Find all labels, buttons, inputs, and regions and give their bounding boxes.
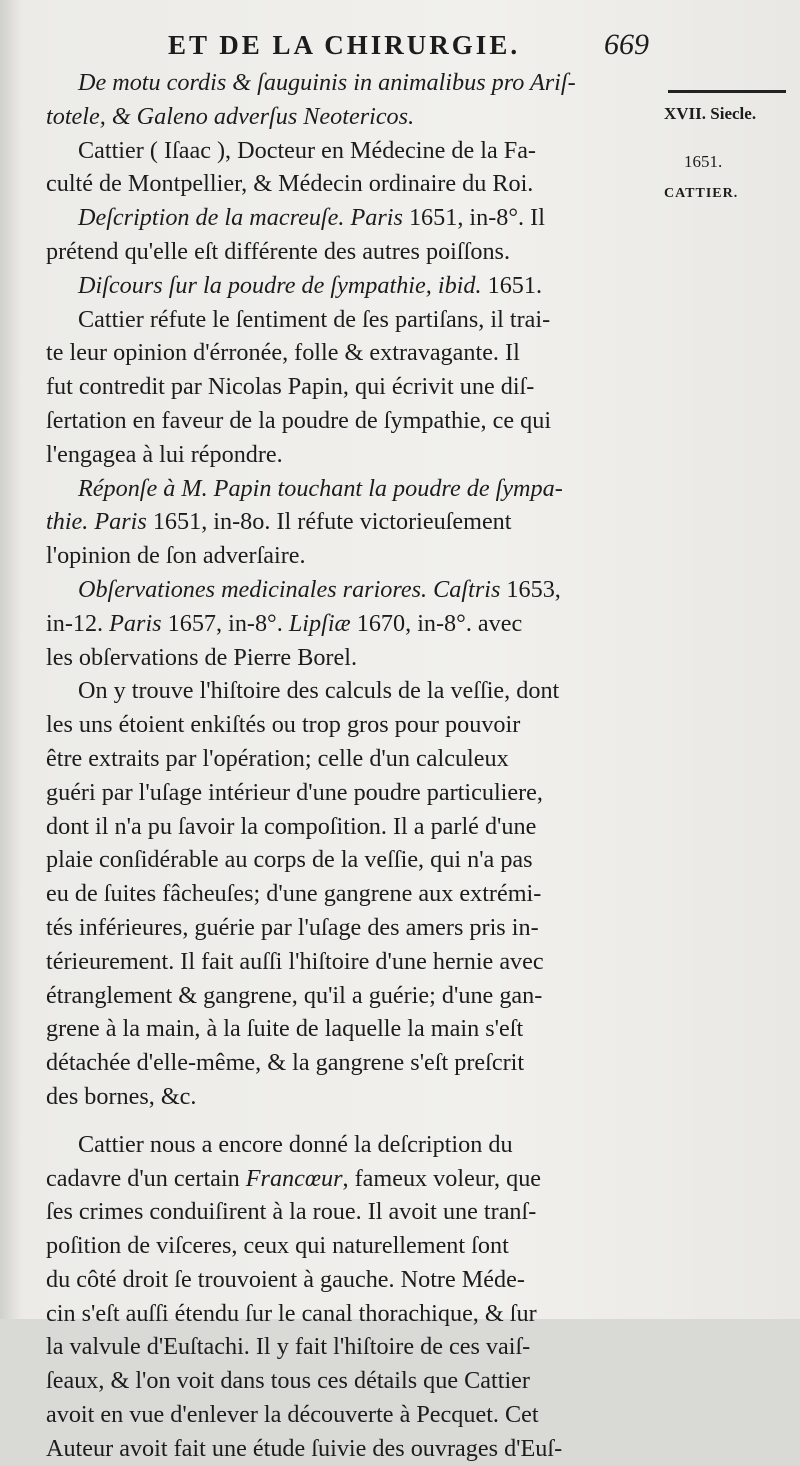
text-line: prétend qu'elle eſt différente des autres poiſſons. <box>46 237 510 265</box>
text-line: Cattier nous a encore donné la deſcription du <box>78 1130 513 1158</box>
text-line: Cattier ( Iſaac ), Docteur en Médecine de la Fa- <box>78 136 536 164</box>
margin-name: CATTIER. <box>664 186 739 201</box>
text-line: avoit en vue d'enlever la découverte à Pecquet. Cet <box>46 1401 539 1429</box>
text-line: te leur opinion d'érronée, folle & extravagante. Il <box>46 339 520 367</box>
text-line: poſition de viſceres, ceux qui naturellement ſont <box>46 1232 509 1260</box>
text-line: l'engagea à lui répondre. <box>46 440 283 468</box>
text-line: du côté droit ſe trouvoient à gauche. Notre Méde- <box>46 1265 525 1293</box>
text-span: 1651, in-8°. Il <box>402 204 545 232</box>
text-line: être extraits par l'opération; celle d'un calculeux <box>46 744 509 772</box>
text-span: in-12. <box>46 609 110 637</box>
text-line: eu de ſuites fâcheuſes; d'une gangrene aux extrémi- <box>46 880 542 908</box>
text-line: les uns étoient enkiſtés ou trop gros pour pouvoir <box>46 711 521 739</box>
text-line: culté de Montpellier, & Médecin ordinaire du Roi. <box>46 170 534 198</box>
place-name: Paris <box>109 609 162 637</box>
text-line: térieurement. Il fait auſſi l'hiſtoire d'une hernie avec <box>46 947 544 975</box>
text-span: , fameux voleur, que <box>342 1164 542 1192</box>
text-line: l'opinion de ſon adverſaire. <box>46 542 306 570</box>
text-line: guéri par l'uſage intérieur d'une poudre particuliere, <box>46 778 543 806</box>
work-title: Diſcours ſur la poudre de ſympathie, ibid. <box>78 271 482 299</box>
text-line: grene à la main, à la ſuite de laquelle la main s'eſt <box>46 1015 524 1043</box>
work-title: Obſervationes medicinales rariores. Caſtris <box>78 575 501 603</box>
text-line: tés inférieures, guérie par l'uſage des amers pris in- <box>46 913 539 941</box>
text-line: ſeaux, & l'on voit dans tous ces détails que Cattier <box>46 1367 530 1395</box>
place-name: Lipſiæ <box>288 609 351 637</box>
text-line: la valvule d'Euſtachi. Il y fait l'hiſtoire de ces vaiſ- <box>46 1333 531 1361</box>
text-span: 1651. <box>481 271 543 299</box>
text-line: détachée d'elle-même, & la gangrene s'eſt preſcrit <box>46 1049 525 1077</box>
running-title: ET DE LA CHIRURGIE. <box>168 30 521 60</box>
text-line: étranglement & gangrene, qu'il a guérie; d'une gan- <box>46 981 543 1009</box>
work-title: Deſcription de la macreuſe. Paris <box>78 204 403 232</box>
text-span: 1657, in-8°. <box>161 609 289 637</box>
text-span: 1653, <box>500 575 561 603</box>
text-line: fut contredit par Nicolas Papin, qui écrivit une diſ- <box>46 373 535 401</box>
text-span: 1651, in-8o. Il réfute victorieuſement <box>146 508 512 536</box>
text-line: totele, & Galeno adverſus Neotericos. <box>46 102 415 130</box>
main-text <box>46 66 658 1466</box>
text-line: plaie conſidérable au corps de la veſſie, qui n'a pas <box>46 846 533 874</box>
text-line: ſes crimes conduiſirent à la roue. Il avoit une tranſ- <box>46 1198 537 1226</box>
text-line: dont il n'a pu ſavoir la compoſition. Il a parlé d'une <box>46 812 537 840</box>
text-line: Auteur avoit fait une étude ſuivie des ouvrages d'Euſ- <box>46 1434 563 1462</box>
margin-century: XVII. Siecle. <box>664 104 757 123</box>
text-line: On y trouve l'hiſtoire des calculs de la veſſie, dont <box>78 677 560 705</box>
text-line: Cattier réfute le ſentiment de ſes partiſans, il trai- <box>78 305 551 333</box>
margin-rule <box>668 90 786 93</box>
text-line <box>46 607 658 641</box>
text-line: ſertation en faveur de la poudre de ſympathie, ce qui <box>46 406 552 434</box>
text-span: cadavre d'un certain <box>46 1164 246 1192</box>
text-line <box>46 201 658 235</box>
work-title: thie. Paris <box>46 508 147 536</box>
margin-year: 1651. <box>684 152 723 171</box>
text-line: des bornes, &c. <box>46 1082 197 1110</box>
text-line <box>46 505 658 539</box>
text-line <box>46 573 658 607</box>
text-line: Réponſe à M. Papin touchant la poudre de ſympa- <box>78 474 563 502</box>
paragraph-gap <box>46 1114 658 1128</box>
text-line: les obſervations de Pierre Borel. <box>46 643 357 671</box>
text-span: 1670, in-8°. avec <box>350 609 523 637</box>
text-line <box>46 269 658 303</box>
person-name: Francœur <box>245 1164 343 1192</box>
text-line <box>46 1162 658 1196</box>
text-line: cin s'eſt auſſi étendu ſur le canal thorachique, & ſur <box>46 1299 537 1327</box>
text-line: De motu cordis & ſauguinis in animalibus pro Ariſ- <box>78 69 576 96</box>
page-number: 669 <box>604 28 649 61</box>
